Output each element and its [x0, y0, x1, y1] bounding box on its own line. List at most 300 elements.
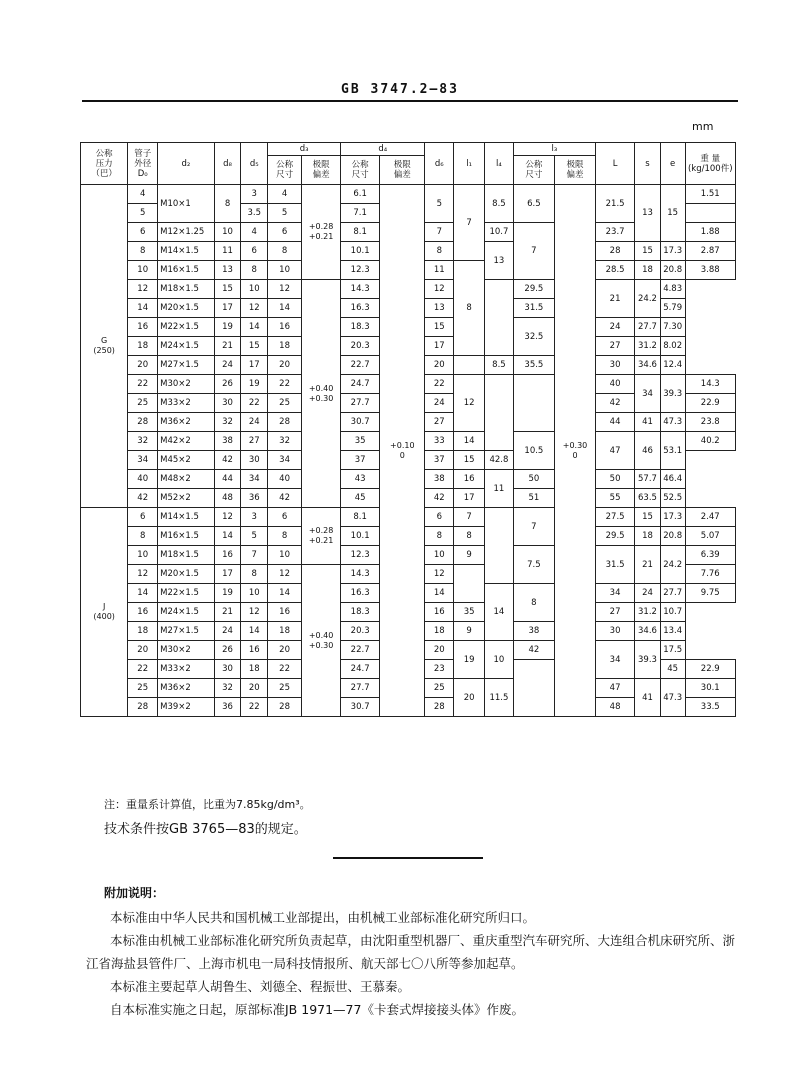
table-cell: 19 — [454, 641, 485, 679]
table-cell: 20.8 — [660, 527, 685, 546]
table-cell: 31.2 — [635, 603, 661, 622]
table-cell: 10 — [214, 223, 241, 242]
table-cell: 53.1 — [660, 432, 685, 470]
table-cell: 12 — [128, 565, 158, 584]
table-cell: 16 — [241, 641, 268, 660]
table-cell: 1.88 — [685, 223, 736, 242]
table-cell: 52.5 — [660, 489, 685, 508]
table-cell: 20.8 — [660, 261, 685, 280]
table-cell: 16 — [268, 318, 302, 337]
table-cell: 14 — [241, 622, 268, 641]
table-cell: 16 — [268, 603, 302, 622]
table-cell: 12 — [214, 508, 241, 527]
col-pressure: 公称 压力 （巴） — [81, 143, 128, 185]
table-cell: 7 — [454, 185, 485, 261]
col-d4-tolerance: 极限 偏差 — [380, 156, 425, 185]
table-cell: 7 — [513, 223, 554, 280]
table-cell: M36×2 — [158, 413, 215, 432]
table-cell: 7 — [513, 508, 554, 546]
table-cell: M22×1.5 — [158, 584, 215, 603]
table-cell: M27×1.5 — [158, 622, 215, 641]
table-cell: 20.3 — [341, 622, 380, 641]
table-cell: 22 — [268, 660, 302, 679]
table-cell: 13 — [485, 242, 514, 280]
table-cell: 30.7 — [341, 413, 380, 432]
table-cell: 27 — [425, 413, 454, 432]
table-cell: 6 — [425, 508, 454, 527]
table-cell: 8.02 — [660, 337, 685, 356]
table-cell: 22.7 — [341, 356, 380, 375]
table-cell: M24×1.5 — [158, 603, 215, 622]
table-cell: 55 — [596, 489, 635, 508]
table-cell: 6 — [128, 223, 158, 242]
table-cell: 10 — [128, 261, 158, 280]
table-cell: 32 — [128, 432, 158, 451]
table-cell: 32 — [214, 679, 241, 698]
header-rule — [82, 100, 738, 102]
col-d3-nominal: 公称 尺寸 — [268, 156, 302, 185]
table-cell: 3 — [241, 185, 268, 204]
appendix-title: 附加说明： — [104, 886, 165, 900]
table-cell: 40 — [596, 375, 635, 394]
table-cell: 20 — [425, 641, 454, 660]
table-cell: 34 — [596, 584, 635, 603]
table-cell: 4 — [268, 185, 302, 204]
table-cell: 10.1 — [341, 527, 380, 546]
table-cell: 19 — [214, 318, 241, 337]
table-cell: 20 — [454, 679, 485, 717]
table-cell: 47 — [596, 432, 635, 470]
table-cell: 15 — [635, 242, 661, 261]
table-cell — [454, 356, 485, 375]
table-cell: 44 — [596, 413, 635, 432]
table-cell: 27.7 — [660, 584, 685, 603]
table-cell: 10.5 — [513, 432, 554, 470]
table-cell: 42 — [425, 489, 454, 508]
table-cell: 30 — [596, 356, 635, 375]
table-cell: 50 — [513, 470, 554, 489]
table-cell: 8 — [513, 584, 554, 622]
table-cell — [454, 565, 485, 603]
table-cell: 34 — [635, 375, 661, 413]
table-cell: 31.2 — [635, 337, 661, 356]
table-cell: M14×1.5 — [158, 242, 215, 261]
table-cell: 5 — [268, 204, 302, 223]
table-cell: 12 — [241, 299, 268, 318]
table-cell: 14.3 — [341, 565, 380, 584]
table-cell — [485, 280, 514, 356]
table-cell: 22 — [241, 698, 268, 717]
table-cell: 40.2 — [685, 432, 736, 451]
table-cell: 45 — [660, 660, 685, 679]
table-cell: 27.7 — [341, 679, 380, 698]
table-cell: 28.5 — [596, 261, 635, 280]
col-d4-nominal: 公称 尺寸 — [341, 156, 380, 185]
table-cell: 19 — [241, 375, 268, 394]
table-cell: 28 — [268, 413, 302, 432]
table-cell: 42 — [214, 451, 241, 470]
table-cell: 22 — [128, 375, 158, 394]
table-cell: 40 — [268, 470, 302, 489]
table-cell: 18 — [425, 622, 454, 641]
table-cell: 20 — [425, 356, 454, 375]
table-cell: 13 — [214, 261, 241, 280]
table-cell: 5.79 — [660, 299, 685, 318]
table-cell: 15 — [660, 185, 685, 242]
table-cell: 17.5 — [660, 641, 685, 660]
section-divider — [333, 857, 483, 859]
table-cell: 24 — [596, 318, 635, 337]
table-cell: 2.87 — [685, 242, 736, 261]
table-cell: 6.1 — [341, 185, 380, 204]
table-cell: 14.3 — [685, 375, 736, 394]
table-cell: 7.1 — [341, 204, 380, 223]
table-cell: 30 — [596, 622, 635, 641]
table-cell: 4.83 — [660, 280, 685, 299]
table-cell: 10.1 — [341, 242, 380, 261]
table-cell: 16.3 — [341, 584, 380, 603]
table-cell: 27 — [241, 432, 268, 451]
table-cell: 17 — [214, 299, 241, 318]
table-cell: 41 — [635, 413, 661, 432]
table-cell: 12.3 — [341, 546, 380, 565]
tech-note: 技术条件按GB 3765—83的规定。 — [104, 822, 307, 837]
table-cell: 14.3 — [341, 280, 380, 299]
appendix-paragraph: 本标准主要起草人胡鲁生、刘德全、程振世、王慕秦。 — [110, 979, 411, 994]
table-cell: 12.3 — [341, 261, 380, 280]
table-cell: 23 — [425, 660, 454, 679]
table-cell: 9 — [454, 622, 485, 641]
table-cell: 8 — [454, 527, 485, 546]
table-cell: 35.5 — [513, 356, 554, 375]
pressure-class-cell: J (400) — [81, 508, 128, 717]
table-cell: 21 — [635, 546, 661, 584]
table-cell: 14 — [128, 584, 158, 603]
table-cell: 4 — [128, 185, 158, 204]
table-cell: 11 — [425, 261, 454, 280]
table-cell: 6 — [241, 242, 268, 261]
col-pipe-od: 管子 外径 D₀ — [128, 143, 158, 185]
table-cell: 10 — [241, 584, 268, 603]
d3-tolerance-cell: +0.28 +0.21 — [302, 508, 341, 565]
table-cell: 12 — [425, 280, 454, 299]
table-cell: 45 — [341, 489, 380, 508]
table-cell — [685, 204, 736, 223]
table-cell: 13.4 — [660, 622, 685, 641]
table-cell: 47.3 — [660, 413, 685, 432]
col-l1: l₁ — [454, 143, 485, 185]
table-cell: 10 — [268, 261, 302, 280]
col-d2: d₂ — [158, 143, 215, 185]
table-cell: 28 — [128, 698, 158, 717]
table-cell: 34.6 — [635, 356, 661, 375]
table-cell: 12 — [241, 603, 268, 622]
table-cell: 12 — [268, 565, 302, 584]
table-cell: 14 — [128, 299, 158, 318]
table-cell: 18.3 — [341, 603, 380, 622]
table-cell: 42 — [513, 641, 554, 660]
table-cell: 8 — [241, 565, 268, 584]
table-cell: 14 — [454, 432, 485, 451]
table-cell: 10 — [268, 546, 302, 565]
table-cell: 31.5 — [513, 299, 554, 318]
table-cell: 34.6 — [635, 622, 661, 641]
col-l3-nominal: 公称 尺寸 — [513, 156, 554, 185]
table-cell: 22.9 — [685, 394, 736, 413]
table-cell: 15 — [454, 451, 485, 470]
table-cell: 26 — [214, 375, 241, 394]
appendix-body — [86, 906, 746, 1021]
table-cell: 16 — [454, 470, 485, 489]
table-cell: 30 — [214, 394, 241, 413]
table-cell: 33.5 — [685, 698, 736, 717]
col-d6: d₆ — [425, 143, 454, 185]
table-cell: 48 — [214, 489, 241, 508]
table-cell: 18 — [268, 622, 302, 641]
table-cell: 18 — [635, 261, 661, 280]
table-cell: 8 — [268, 527, 302, 546]
table-cell: 8 — [454, 261, 485, 356]
table-cell: M39×2 — [158, 698, 215, 717]
table-cell: M30×2 — [158, 375, 215, 394]
table-cell: 3 — [241, 508, 268, 527]
table-cell: 47.3 — [660, 679, 685, 717]
table-cell: 25 — [425, 679, 454, 698]
table-cell: 42 — [268, 489, 302, 508]
table-cell: 16 — [128, 318, 158, 337]
table-cell: 3.5 — [241, 204, 268, 223]
col-l3: l₃ — [513, 143, 595, 156]
table-cell: 17 — [214, 565, 241, 584]
table-cell: 39.3 — [635, 641, 661, 679]
table-cell: 63.5 — [635, 489, 661, 508]
table-cell: M14×1.5 — [158, 508, 215, 527]
table-cell: 8 — [214, 185, 241, 223]
col-s: s — [635, 143, 661, 185]
table-cell: 36 — [241, 489, 268, 508]
table-cell: M10×1 — [158, 185, 215, 223]
table-cell: 14 — [485, 584, 514, 641]
col-L: L — [596, 143, 635, 185]
table-cell: 10.7 — [485, 223, 514, 242]
table-cell: 6 — [128, 508, 158, 527]
table-cell: 16 — [214, 546, 241, 565]
table-cell: 3.88 — [685, 261, 736, 280]
table-cell: 24 — [635, 584, 661, 603]
table-cell: 27.7 — [635, 318, 661, 337]
table-cell: 51 — [513, 489, 554, 508]
table-cell: 20.3 — [341, 337, 380, 356]
table-cell: 6 — [268, 508, 302, 527]
table-cell: 24.2 — [635, 280, 661, 318]
appendix-paragraph: 自本标准实施之日起，原部标准JB 1971—77《卡套式焊接接头体》作废。 — [110, 1002, 524, 1017]
table-cell: 14 — [214, 527, 241, 546]
table-cell: 10.7 — [660, 603, 685, 622]
table-cell: M33×2 — [158, 660, 215, 679]
table-cell: 36 — [214, 698, 241, 717]
table-cell: 22 — [268, 375, 302, 394]
table-cell: M36×2 — [158, 679, 215, 698]
table-cell: 37 — [425, 451, 454, 470]
table-cell: 10 — [485, 641, 514, 679]
col-l3-tolerance: 极限 偏差 — [554, 156, 595, 185]
table-cell: 17 — [454, 489, 485, 508]
table-cell: 7.30 — [660, 318, 685, 337]
table-cell: 38 — [513, 622, 554, 641]
table-cell: 6 — [268, 223, 302, 242]
table-cell: 8.5 — [485, 185, 514, 223]
table-cell: M12×1.25 — [158, 223, 215, 242]
table-cell: 8 — [268, 242, 302, 261]
table-cell: 8 — [241, 261, 268, 280]
table-cell: 5 — [128, 204, 158, 223]
table-cell: 24.7 — [341, 375, 380, 394]
table-cell: 16 — [425, 603, 454, 622]
table-cell: M16×1.5 — [158, 527, 215, 546]
l3-tolerance-cell: +0.30 0 — [554, 185, 595, 717]
table-cell: 18 — [241, 660, 268, 679]
table-cell: 9 — [454, 546, 485, 565]
table-cell: 2.47 — [685, 508, 736, 527]
table-cell: 17 — [241, 356, 268, 375]
table-cell: 25 — [268, 679, 302, 698]
col-d8: d₈ — [214, 143, 241, 185]
table-cell: M27×1.5 — [158, 356, 215, 375]
table-cell: 27.5 — [596, 508, 635, 527]
table-cell: 7.76 — [685, 565, 736, 584]
table-cell: 22 — [128, 660, 158, 679]
table-cell: 8 — [128, 527, 158, 546]
table-cell: 24.7 — [341, 660, 380, 679]
table-cell: 14 — [425, 584, 454, 603]
table-cell — [485, 508, 514, 584]
table-cell: 8.1 — [341, 223, 380, 242]
table-cell: 42 — [128, 489, 158, 508]
table-cell: 27 — [596, 337, 635, 356]
table-cell: 6.5 — [513, 185, 554, 223]
table-cell: 22 — [241, 394, 268, 413]
table-cell: 24.2 — [660, 546, 685, 584]
appendix-paragraph: 本标准由机械工业部标准化研究所负责起草，由沈阳重型机器厂、重庆重型汽车研究所、大连组合机床研究所、浙江省海盐县管件厂、上海市机电一局科技情报所、航天部七〇八所等参加起草。 — [86, 933, 736, 971]
table-cell: M22×1.5 — [158, 318, 215, 337]
table-cell: 42 — [596, 394, 635, 413]
d4-tolerance-cell: +0.10 0 — [380, 185, 425, 717]
table-cell: 30 — [214, 660, 241, 679]
table-cell: 20 — [128, 356, 158, 375]
table-cell: 32 — [214, 413, 241, 432]
table-cell: 9.75 — [685, 584, 736, 603]
table-cell: 46.4 — [660, 470, 685, 489]
col-d4: d₄ — [341, 143, 425, 156]
spec-table — [80, 142, 736, 717]
table-cell: 41 — [635, 679, 661, 717]
table-cell: 29.5 — [513, 280, 554, 299]
table-cell: 25 — [128, 394, 158, 413]
table-cell: 38 — [214, 432, 241, 451]
table-cell: 10 — [128, 546, 158, 565]
pressure-class-cell: G (250) — [81, 185, 128, 508]
table-cell: 27 — [596, 603, 635, 622]
col-d3: d₃ — [268, 143, 341, 156]
table-cell: 43 — [341, 470, 380, 489]
table-cell: M30×2 — [158, 641, 215, 660]
table-cell: 17 — [425, 337, 454, 356]
table-cell: 24 — [214, 356, 241, 375]
table-cell: 50 — [596, 470, 635, 489]
table-cell: 12 — [128, 280, 158, 299]
table-cell: 20 — [268, 641, 302, 660]
col-d5: d₅ — [241, 143, 268, 185]
table-cell: 18.3 — [341, 318, 380, 337]
table-cell: 20 — [128, 641, 158, 660]
table-cell: 8 — [425, 527, 454, 546]
d3-tolerance-cell: +0.40 +0.30 — [302, 565, 341, 717]
table-cell: 12.4 — [660, 356, 685, 375]
table-cell: 39.3 — [660, 375, 685, 413]
table-cell — [485, 375, 514, 451]
table-cell: M16×1.5 — [158, 261, 215, 280]
table-cell: 31.5 — [596, 546, 635, 584]
table-cell: 16.3 — [341, 299, 380, 318]
table-cell: 21 — [214, 337, 241, 356]
table-cell: 12 — [268, 280, 302, 299]
table-cell: 20 — [268, 356, 302, 375]
table-cell: 38 — [425, 470, 454, 489]
table-cell: 11 — [214, 242, 241, 261]
table-cell: 22.9 — [685, 660, 736, 679]
table-cell: 35 — [341, 432, 380, 451]
table-cell — [513, 660, 554, 717]
table-cell: 1.51 — [685, 185, 736, 204]
table-cell: M42×2 — [158, 432, 215, 451]
table-cell: 28 — [268, 698, 302, 717]
table-cell: 34 — [596, 641, 635, 679]
table-cell: 4 — [241, 223, 268, 242]
table-cell: M52×2 — [158, 489, 215, 508]
table-cell: 24 — [241, 413, 268, 432]
table-cell: 7 — [425, 223, 454, 242]
table-cell: 6.39 — [685, 546, 736, 565]
d3-tolerance-cell: +0.40 +0.30 — [302, 280, 341, 508]
table-cell: 29.5 — [596, 527, 635, 546]
table-cell: 34 — [128, 451, 158, 470]
table-cell: 24 — [214, 622, 241, 641]
table-cell: M18×1.5 — [158, 280, 215, 299]
table-cell: 15 — [425, 318, 454, 337]
table-cell: 14 — [268, 299, 302, 318]
weight-note: 注：重量系计算值，比重为7.85kg/dm³。 — [104, 798, 311, 811]
table-cell: 18 — [128, 337, 158, 356]
table-cell: 11 — [485, 470, 514, 508]
table-cell: 28 — [128, 413, 158, 432]
table-cell: 22 — [425, 375, 454, 394]
table-cell: 8.1 — [341, 508, 380, 527]
table-cell: 27.7 — [341, 394, 380, 413]
table-cell: M33×2 — [158, 394, 215, 413]
table-cell: 37 — [341, 451, 380, 470]
table-cell: 5 — [425, 185, 454, 223]
table-cell: 20 — [241, 679, 268, 698]
table-cell: 7.5 — [513, 546, 554, 584]
table-cell: 32 — [268, 432, 302, 451]
table-cell: 12 — [454, 375, 485, 432]
table-cell: 42.8 — [485, 451, 514, 470]
table-cell: 28 — [596, 242, 635, 261]
table-cell: 23.8 — [685, 413, 736, 432]
table-cell: 21 — [596, 280, 635, 318]
table-cell: 44 — [214, 470, 241, 489]
table-cell: 18 — [635, 527, 661, 546]
